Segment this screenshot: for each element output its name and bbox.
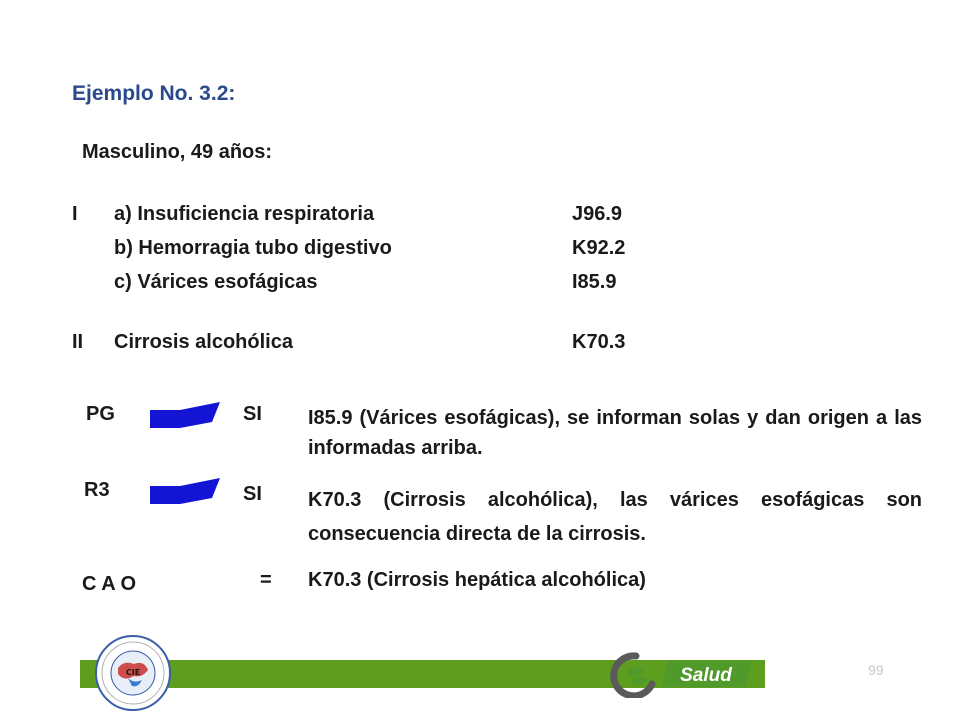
rule-pg-result: SI	[243, 403, 262, 425]
cause-a-text: a) Insuficiencia respiratoria	[114, 203, 375, 225]
cause-c-text: c) Várices esofágicas	[114, 271, 318, 293]
seal-text: CIE	[125, 668, 141, 677]
cause-a-code: J96.9	[572, 203, 623, 225]
rule-r3-explanation: K70.3 (Cirrosis alcohólica), las várices esofágicas son consecuencia directa de la cirrosis.	[308, 489, 922, 545]
rule-r3-label: R3	[84, 479, 110, 501]
cause-b-text: b) Hemorragia tubo digestivo	[114, 237, 392, 259]
slide-title: Ejemplo No. 3.2:	[72, 82, 236, 105]
cause-b-code: K92.2	[572, 237, 626, 259]
cao-result: K70.3 (Cirrosis hepática alcohólica)	[308, 569, 646, 591]
part-ii-text: Cirrosis alcohólica	[114, 331, 293, 353]
right-arrow-icon	[150, 478, 222, 504]
rule-pg-label: PG	[86, 403, 115, 425]
cause-c-code: I85.9	[572, 271, 617, 293]
page-number: 99	[868, 662, 884, 678]
rule-pg-explanation: I85.9 (Várices esofágicas), se informan solas y dan origen a las informadas arriba.	[308, 407, 922, 459]
salud-logo-icon	[606, 650, 756, 698]
brand-text: Salud	[680, 665, 732, 686]
part-i-numeral: I	[72, 203, 78, 225]
cao-label: C A O	[82, 573, 137, 595]
part-ii-numeral: II	[72, 331, 84, 353]
cemece-seal-icon	[94, 634, 172, 712]
patient-description: Masculino, 49 años:	[82, 141, 273, 163]
cao-equals: =	[260, 569, 272, 591]
part-ii-code: K70.3	[572, 331, 626, 353]
rule-r3-result: SI	[243, 483, 262, 505]
right-arrow-icon	[150, 402, 222, 428]
